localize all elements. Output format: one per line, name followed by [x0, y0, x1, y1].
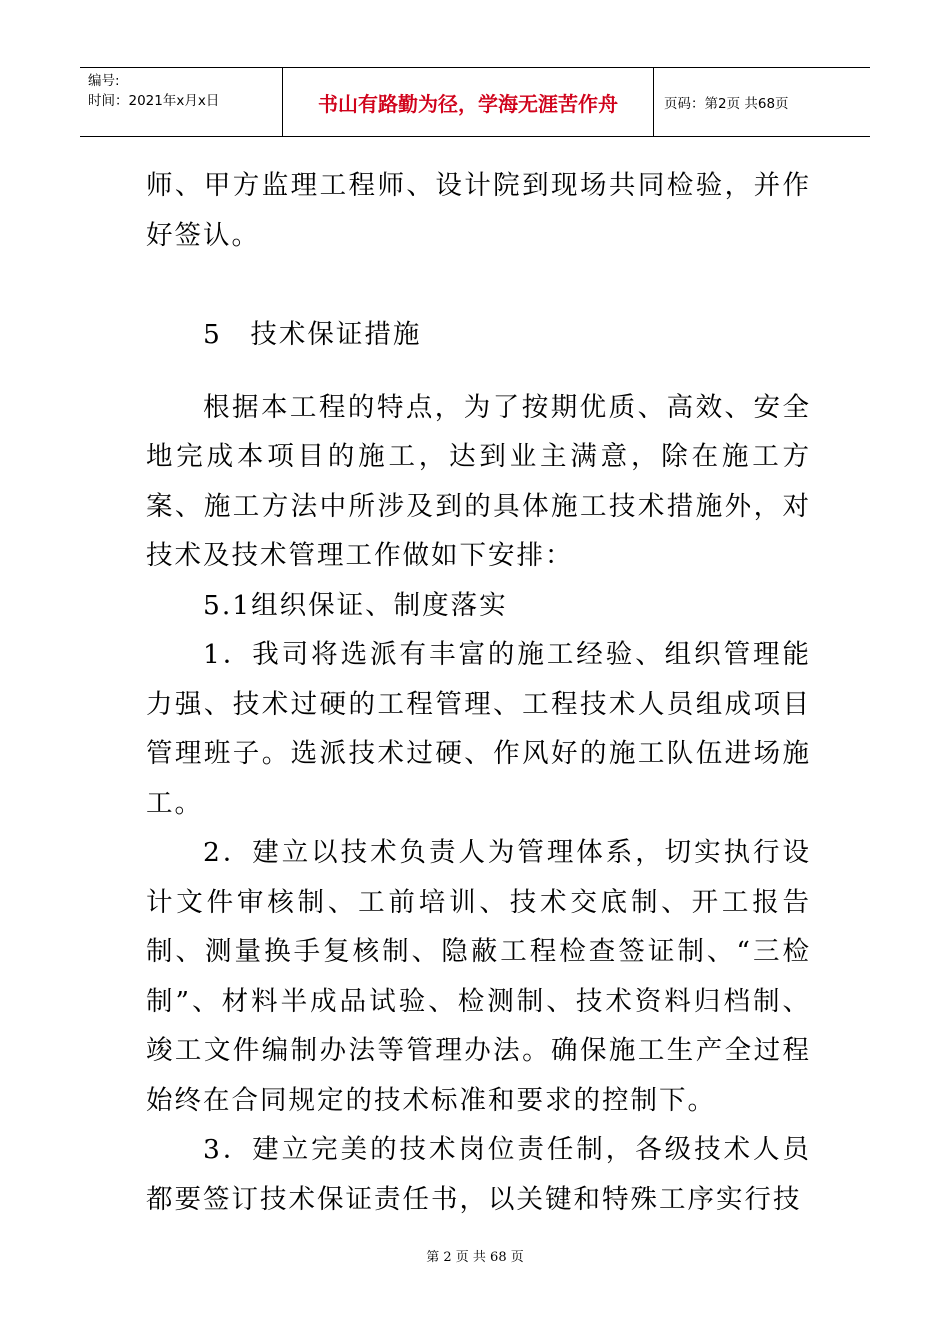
- header-page-info: 页码：第2页 共68页: [664, 96, 789, 112]
- list-item: 1．我司将选派有丰富的施工经验、组织管理能力强、技术过硬的工程管理、工程技术人员组成项目管理班子。选派技术过硬、作风好的施工队伍进场施工。: [146, 639, 811, 819]
- subsection-heading: 5.1组织保证、制度落实: [203, 589, 508, 621]
- doc-time: 时间：2021年x月x日: [88, 93, 220, 109]
- paragraph-continued: 师、甲方监理工程师、设计院到现场共同检验，并作好签认。: [146, 170, 811, 251]
- page-footer: 第 2 页 共 68 页: [426, 1250, 524, 1265]
- section-heading: 5 技术保证措施: [203, 319, 422, 350]
- list-item: 2．建立以技术负责人为管理体系，切实执行设计文件审核制、工前培训、技术交底制、开工报告制、测量换手复核制、隐蔽工程检查签证制、“三检制”、材料半成品试验、检测制、技术资料归档制、竣工文件编制办法等管理办法。确保施工生产全过程始终在合同规定的技术标准和要求的控制下。: [146, 837, 811, 1116]
- list-item: 3．建立完美的技术岗位责任制，各级技术人员都要签订技术保证责任书，以关键和特殊工序实行技: [146, 1134, 811, 1215]
- document-body: [146, 161, 811, 1224]
- page-header: [80, 67, 870, 137]
- header-slogan: 书山有路勤为径，学海无涯苦作舟: [282, 68, 654, 136]
- header-meta: [80, 68, 282, 136]
- doc-number: 编号:: [88, 73, 120, 89]
- paragraph: 根据本工程的特点，为了按期优质、高效、安全地完成本项目的施工，达到业主满意，除在施工方案、施工方法中所涉及到的具体施工技术措施外，对技术及技术管理工作做如下安排：: [146, 391, 811, 571]
